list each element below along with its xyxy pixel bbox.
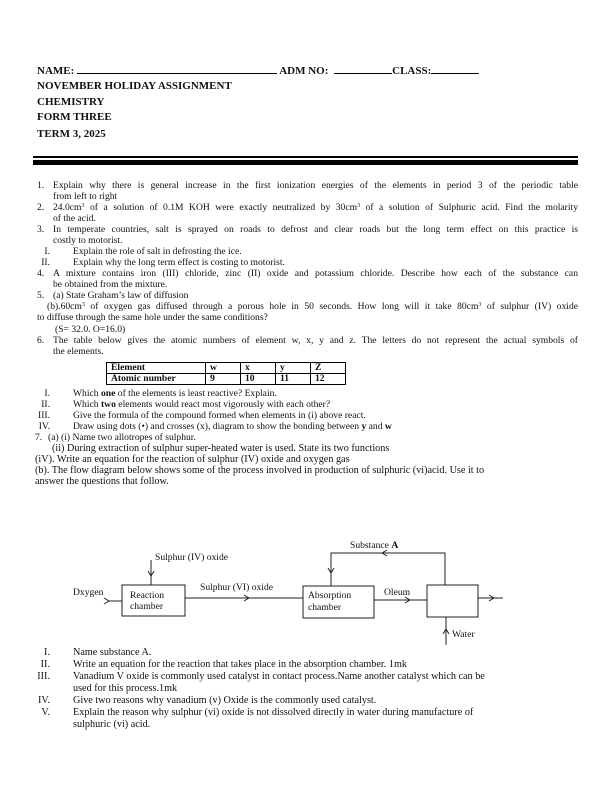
absorption-chamber-label: Absorption (308, 590, 352, 601)
table-cell: 11 (276, 374, 311, 385)
table-cell: 12 (311, 374, 346, 385)
so2-label: Sulphur (IV) oxide (155, 552, 229, 563)
q7a-ii-text: (ii) During extraction of sulphur super-heated water is used. State its two functions (52, 443, 390, 454)
subject: CHEMISTRY (37, 96, 105, 108)
q3-part-number: II. (41, 257, 50, 268)
substance-a-label (350, 540, 398, 551)
table-cell: w (206, 363, 241, 374)
text: Which (73, 399, 101, 410)
table-cell: 9 (206, 374, 241, 385)
q2-part: 24.0cm (53, 202, 82, 213)
q4-text: A mixture contains iron (III) chloride, zinc (II) oxide and potassium chloride. Describe how each of the substance can (53, 268, 578, 279)
q6-part-number: IV. (38, 421, 50, 432)
q7a-iv-text: (iV). Write an equation for the reaction of sulphur (IV) oxide and oxygen gas (35, 454, 350, 465)
absorption-chamber-label: chamber (308, 602, 342, 613)
q7-part-number: V. (41, 707, 50, 718)
emphasis: y (361, 421, 367, 432)
superscript: 3 (81, 302, 85, 308)
q5a-text: (a) State Graham’s law of diffusion (53, 290, 189, 301)
text: Substance (350, 540, 392, 551)
table-cell: x (241, 363, 276, 374)
q7-part-text: Name substance A. (73, 647, 152, 658)
text: and (366, 421, 385, 432)
q6-part-number: III. (38, 410, 50, 421)
q7-number: 7. (35, 432, 43, 443)
term: TERM 3, 2025 (37, 128, 106, 140)
reaction-chamber-label: chamber (130, 601, 164, 612)
q6-part-text: Give the formula of the compound formed when elements in (i) above react. (73, 410, 366, 421)
q2-part: of a solution of 0.1M KOH were exactly neutralized by 30cm (84, 202, 358, 213)
dilution-box (427, 585, 478, 617)
q3-part-text: Explain the role of salt in defrosting the ice. (73, 246, 242, 257)
q3-part-number: I. (44, 246, 50, 257)
q1-number: 1. (37, 180, 45, 191)
form-level: FORM THREE (37, 111, 112, 123)
q4-text-cont: be obtained from the mixture. (53, 279, 168, 290)
q7-part-number: II. (40, 659, 50, 670)
q4-number: 4. (37, 268, 45, 279)
superscript: 3 (478, 302, 482, 308)
arrowhead (104, 598, 109, 604)
superscript: 3 (357, 203, 361, 209)
q6-number: 6. (37, 335, 45, 346)
q6-text: The table below gives the atomic numbers of element w, x, y and z. The letters do not represent the actual symbols of (53, 335, 578, 346)
emphasis: A (391, 540, 399, 551)
text: elements would react most vigorously with each other? (115, 399, 331, 410)
q6-text-cont: the elements. (53, 346, 104, 357)
class-label: CLASS: (392, 65, 432, 77)
substance-a-return-line (331, 553, 445, 586)
table-cell: Atomic number (107, 374, 206, 385)
q5-part: of oxygen gas diffused through a porous hole in 50 seconds. How long will it take 80cm (84, 301, 479, 312)
water-label: Water (452, 629, 475, 640)
q7-part-number: III. (37, 671, 50, 682)
q7-part-text: Write an equation for the reaction that takes place in the absorption chamber. 1mk (73, 659, 407, 670)
q6-part-number: I. (44, 388, 50, 399)
table-cell: Z (311, 363, 346, 374)
oleum-label: Oleum (384, 587, 411, 598)
q7-part-text: Give two reasons why vanadium (v) Oxide is the commonly used catalyst. (73, 695, 377, 706)
assignment-title: NOVEMBER HOLIDAY ASSIGNMENT (37, 80, 232, 92)
q7-part-number: I. (44, 647, 50, 658)
q3-number: 3. (37, 224, 45, 235)
q1-text-cont: from left to right (53, 191, 118, 202)
text: Which (73, 388, 101, 399)
q7-part-text: Explain the reason why sulphur (vi) oxide is not dissolved directly in water during manufacture of (73, 707, 474, 718)
q6-part-number: II. (41, 399, 50, 410)
q7-part-text-cont: sulphuric (vi) acid. (73, 719, 151, 730)
so3-label: Sulphur (VI) oxide (200, 582, 274, 593)
q7a-i-text: (a) (i) Name two allotropes of sulphur. (48, 432, 196, 443)
oxygen-label: Dxygen (73, 587, 104, 598)
table-cell: 10 (241, 374, 276, 385)
q5-part: of sulphur (IV) oxide (481, 301, 578, 312)
q2-text-cont: of the acid. (53, 213, 96, 224)
emphasis: two (100, 399, 116, 410)
q7-part-number: IV. (38, 695, 50, 706)
q7-part-text: Vanadium V oxide is commonly used catalyst in contact process.Name another catalyst which can be (73, 671, 485, 682)
q5-part: (b).60cm (47, 301, 82, 312)
q5b-text-cont: to diffuse through the same hole under the same conditions? (37, 312, 268, 323)
q3-text: In temperate countries, salt is sprayed on roads to defrost and clear roads but the long term effect on this practice is (53, 224, 578, 235)
q3-part-text: Explain why the long term effect is costing to motorist. (73, 257, 285, 268)
text: Draw using dots (•) and crosses (x), diagram to show the bonding between (73, 421, 362, 432)
q7b-text-cont: answer the questions that follow. (35, 476, 169, 487)
q2-number: 2. (37, 202, 45, 213)
reaction-chamber-label: Reaction (130, 590, 165, 601)
q2-part: of a solution of Sulphuric acid. Find the molarity (360, 202, 578, 213)
q5-number: 5. (37, 290, 45, 301)
superscript: 3 (81, 203, 85, 209)
q1-text: Explain why there is general increase in the first ionization energies of the elements in period 3 of the periodic table (53, 180, 578, 191)
emphasis: w (384, 421, 392, 432)
name-label: NAME: (37, 65, 75, 77)
emphasis: one (100, 388, 116, 399)
q7b-text: (b). The flow diagram below shows some of the process involved in production of sulphuric (vi)acid. Use it to (35, 465, 485, 476)
text: of the elements is least reactive? Explain. (115, 388, 277, 399)
adm-label: ADM NO: (279, 65, 329, 77)
q7-part-text-cont: used for this process.1mk (73, 683, 178, 694)
table-cell: y (276, 363, 311, 374)
q5-atomic-masses: (S= 32.0. O=16.0) (55, 324, 126, 335)
table-cell: Element (107, 363, 206, 374)
q3-text-cont: costly to motorist. (53, 235, 123, 246)
